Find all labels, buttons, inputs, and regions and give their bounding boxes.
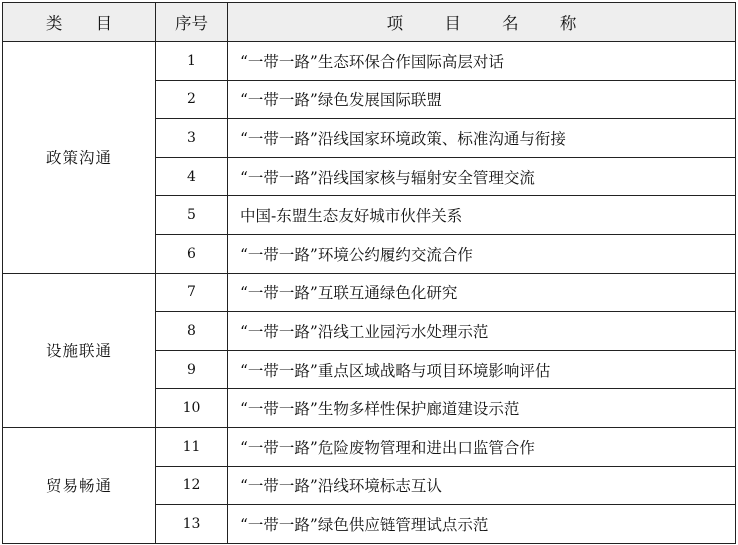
row-number: 11 [156, 427, 228, 466]
project-table [2, 2, 736, 544]
row-number: 12 [156, 466, 228, 505]
row-number: 3 [156, 119, 228, 158]
category-cell: 政策沟通 [3, 42, 156, 274]
table-row [3, 427, 736, 466]
row-number: 8 [156, 312, 228, 351]
header-number: 序号 [156, 3, 228, 42]
row-number: 13 [156, 505, 228, 544]
project-name: 中国-东盟生态友好城市伙伴关系 [228, 196, 736, 235]
project-name: “一带一路”沿线工业园污水处理示范 [228, 312, 736, 351]
row-number: 2 [156, 80, 228, 119]
project-name: “一带一路”互联互通绿色化研究 [228, 273, 736, 312]
project-name: “一带一路”沿线环境标志互认 [228, 466, 736, 505]
category-cell: 设施联通 [3, 273, 156, 427]
row-number: 10 [156, 389, 228, 428]
project-name: “一带一路”绿色发展国际联盟 [228, 80, 736, 119]
row-number: 5 [156, 196, 228, 235]
project-name: “一带一路”环境公约履约交流合作 [228, 234, 736, 273]
header-row [3, 3, 736, 42]
project-name: “一带一路”生态环保合作国际高层对话 [228, 42, 736, 81]
project-name: “一带一路”重点区域战略与项目环境影响评估 [228, 350, 736, 389]
project-name: “一带一路”沿线国家环境政策、标准沟通与衔接 [228, 119, 736, 158]
header-project-name: 项 目 名 称 [228, 3, 736, 42]
table-row [3, 273, 736, 312]
row-number: 4 [156, 157, 228, 196]
project-name: “一带一路”生物多样性保护廊道建设示范 [228, 389, 736, 428]
category-cell: 贸易畅通 [3, 427, 156, 543]
row-number: 1 [156, 42, 228, 81]
row-number: 7 [156, 273, 228, 312]
header-category: 类 目 [3, 3, 156, 42]
project-name: “一带一路”危险废物管理和进出口监管合作 [228, 427, 736, 466]
row-number: 9 [156, 350, 228, 389]
row-number: 6 [156, 234, 228, 273]
table-row [3, 42, 736, 81]
project-name: “一带一路”绿色供应链管理试点示范 [228, 505, 736, 544]
project-name: “一带一路”沿线国家核与辐射安全管理交流 [228, 157, 736, 196]
